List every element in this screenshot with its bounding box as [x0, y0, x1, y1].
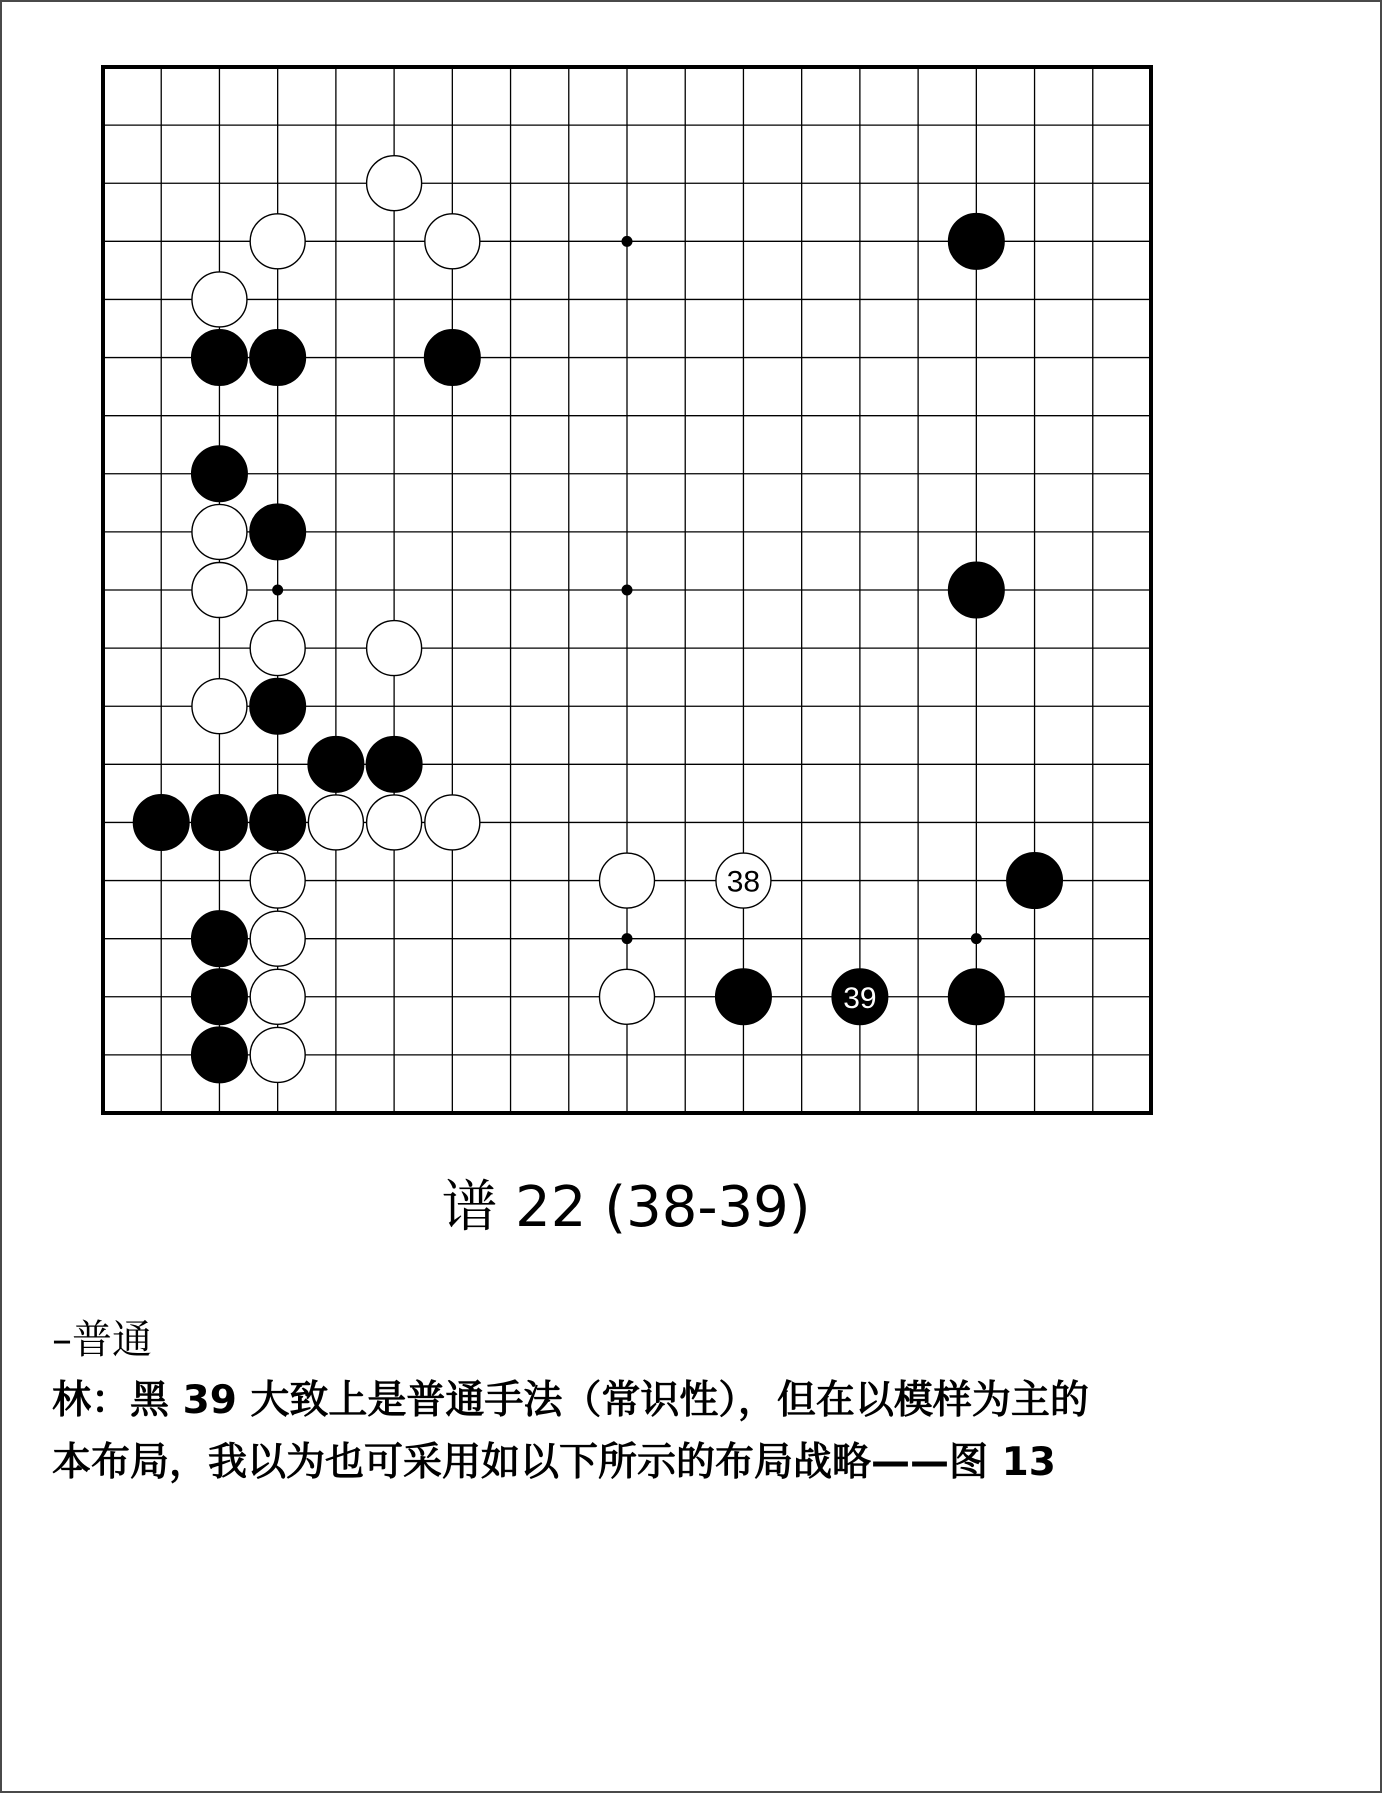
diagram-caption: 谱 22 (38-39) [441, 1175, 811, 1240]
black-stone [191, 969, 247, 1025]
white-stone [600, 853, 655, 908]
white-stone [192, 679, 247, 734]
commentary-line-2: 本布局，我以为也可采用如以下所示的布局战略——图 13 [52, 1440, 1056, 1485]
black-stone [191, 330, 247, 386]
black-stone [948, 969, 1004, 1025]
star-point [622, 585, 633, 596]
white-stone [716, 853, 771, 908]
white-stone [367, 621, 422, 676]
black-stone [1007, 853, 1063, 909]
white-stone [250, 1027, 305, 1082]
black-stone [832, 969, 888, 1025]
white-stone [250, 853, 305, 908]
white-stone [367, 795, 422, 850]
white-stone [192, 504, 247, 559]
white-stone [367, 156, 422, 211]
white-stone [425, 214, 480, 269]
black-stone [191, 446, 247, 502]
commentary-line-1: 林：黑 39 大致上是普通手法（常识性），但在以模样为主的 [52, 1378, 1089, 1423]
star-point [622, 236, 633, 247]
white-stone [600, 969, 655, 1024]
white-stone [308, 795, 363, 850]
black-stone [250, 794, 306, 850]
black-stone [948, 562, 1004, 618]
black-stone [191, 1027, 247, 1083]
black-stone [250, 504, 306, 560]
white-stone [425, 795, 480, 850]
move-number-label: 39 [843, 981, 877, 1015]
white-stone [250, 214, 305, 269]
black-stone [191, 911, 247, 967]
black-stone [133, 794, 189, 850]
black-stone [715, 969, 771, 1025]
commentary-heading: –普通 [52, 1317, 152, 1363]
commentary [52, 1310, 1342, 1494]
star-point [622, 933, 633, 944]
move-number-label: 38 [726, 865, 761, 899]
black-stone [948, 213, 1004, 269]
black-stone [424, 330, 480, 386]
black-stone [250, 678, 306, 734]
white-stone [250, 621, 305, 676]
black-stone [191, 794, 247, 850]
black-stone [250, 330, 306, 386]
black-stone [308, 736, 364, 792]
white-stone [250, 911, 305, 966]
black-stone [366, 736, 422, 792]
white-stone [250, 969, 305, 1024]
white-stone [192, 272, 247, 327]
white-stone [192, 563, 247, 618]
stones [133, 156, 1062, 1083]
star-point [272, 585, 283, 596]
star-point [971, 933, 982, 944]
